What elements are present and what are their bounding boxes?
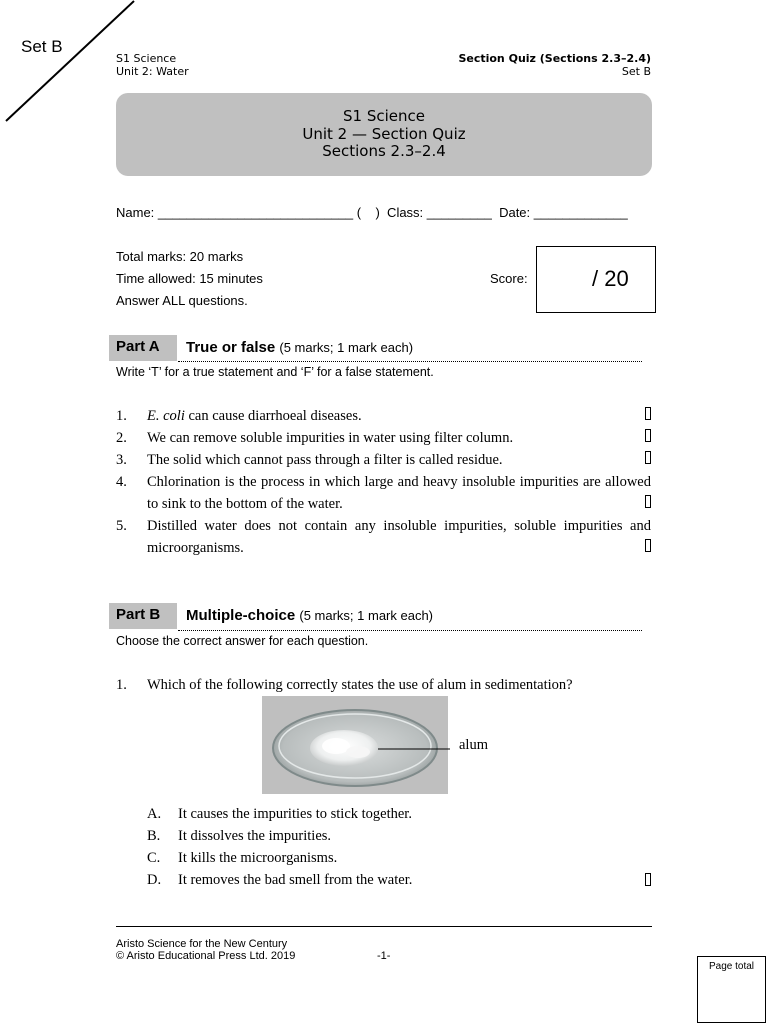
question-number: 4.	[116, 474, 127, 490]
page-number: -1-	[377, 950, 391, 962]
page-total-box	[697, 956, 766, 1023]
question-number: 1.	[116, 677, 127, 693]
score-total: / 20	[592, 266, 629, 291]
name-class-date-line: Name: ___________________________ ( ) Class: _________ Date: _____________	[116, 205, 628, 220]
footer-copyright: © Aristo Educational Press Ltd. 2019	[116, 950, 296, 962]
title-line-3: Sections 2.3–2.4	[322, 142, 446, 160]
title-box	[116, 93, 652, 176]
question-b1	[116, 674, 651, 696]
part-a-divider	[178, 361, 642, 362]
part-a-tag: Part A	[109, 335, 177, 361]
footer-rule	[116, 926, 652, 927]
option-text: It kills the microorganisms.	[178, 850, 338, 866]
title-line-2: Unit 2 — Section Quiz	[302, 124, 466, 143]
option-text: It dissolves the impurities.	[178, 828, 332, 844]
answer-box-icon[interactable]	[645, 539, 651, 552]
page-total-label: Page total	[708, 961, 755, 972]
part-b-title	[186, 607, 433, 624]
option-text: It removes the bad smell from the water.	[178, 872, 413, 888]
question-italic-term: E. coli	[147, 408, 185, 424]
part-a-title-text: True or false	[186, 339, 276, 356]
header-unit: Unit 2: Water	[116, 65, 189, 78]
part-b-subtitle: (5 marks; 1 mark each)	[299, 608, 434, 623]
answer-box-icon[interactable]	[645, 429, 651, 442]
option-d[interactable]	[147, 872, 412, 889]
option-b[interactable]	[147, 828, 331, 845]
header-right	[458, 52, 651, 78]
answer-all-note: Answer ALL questions.	[116, 293, 248, 308]
question-a5	[116, 515, 651, 559]
time-allowed: Time allowed: 15 minutes	[116, 271, 263, 286]
question-text: Distilled water does not contain any insoluble impurities, soluble impurities and microorganisms.	[147, 518, 651, 556]
header-set: Set B	[621, 65, 651, 78]
option-letter: A.	[147, 806, 162, 822]
question-number: 3.	[116, 452, 127, 468]
set-label: Set B	[21, 37, 63, 56]
header-left	[116, 52, 189, 78]
question-text: We can remove soluble impurities in water using filter column.	[147, 430, 514, 446]
alum-label-line	[378, 744, 450, 754]
question-text: can cause diarrhoeal diseases.	[184, 408, 362, 424]
question-a3	[116, 449, 651, 471]
question-a4	[116, 471, 651, 515]
header-course: S1 Science	[116, 52, 177, 65]
question-a2	[116, 427, 651, 449]
option-text: It causes the impurities to stick together.	[178, 806, 412, 822]
question-text: Chlorination is the process in which large and heavy insoluble impurities are allowed to sink to the bottom of the water.	[147, 474, 651, 512]
score-label: Score:	[490, 271, 528, 286]
part-a-title	[186, 339, 413, 356]
part-b-instruction: Choose the correct answer for each question.	[116, 634, 369, 648]
part-a-instruction: Write ‘T’ for a true statement and ‘F’ for a false statement.	[116, 365, 434, 379]
question-text: The solid which cannot pass through a filter is called residue.	[147, 452, 503, 468]
answer-box-icon[interactable]	[645, 873, 651, 886]
part-b-title-text: Multiple-choice	[186, 607, 296, 624]
title-line-1: S1 Science	[343, 107, 425, 125]
part-b-divider	[178, 630, 642, 631]
header-quiz-title: Section Quiz (Sections 2.3–2.4)	[458, 52, 651, 65]
part-a-subtitle: (5 marks; 1 mark each)	[279, 340, 414, 355]
score-box	[536, 246, 656, 313]
option-letter: C.	[147, 850, 161, 866]
question-number: 5.	[116, 518, 127, 534]
alum-label: alum	[459, 737, 488, 753]
option-letter: B.	[147, 828, 161, 844]
question-a1	[116, 405, 651, 427]
option-c[interactable]	[147, 850, 337, 867]
answer-box-icon[interactable]	[645, 451, 651, 464]
question-number: 1.	[116, 408, 127, 424]
total-marks: Total marks: 20 marks	[116, 249, 244, 264]
footer-series: Aristo Science for the New Century	[116, 938, 288, 950]
question-text: Which of the following correctly states the use of alum in sedimentation?	[147, 677, 573, 693]
option-a[interactable]	[147, 806, 412, 823]
footer-publisher	[116, 938, 295, 962]
option-letter: D.	[147, 872, 162, 888]
question-number: 2.	[116, 430, 127, 446]
answer-box-icon[interactable]	[645, 407, 651, 420]
part-b-tag: Part B	[109, 603, 177, 629]
answer-box-icon[interactable]	[645, 495, 651, 508]
